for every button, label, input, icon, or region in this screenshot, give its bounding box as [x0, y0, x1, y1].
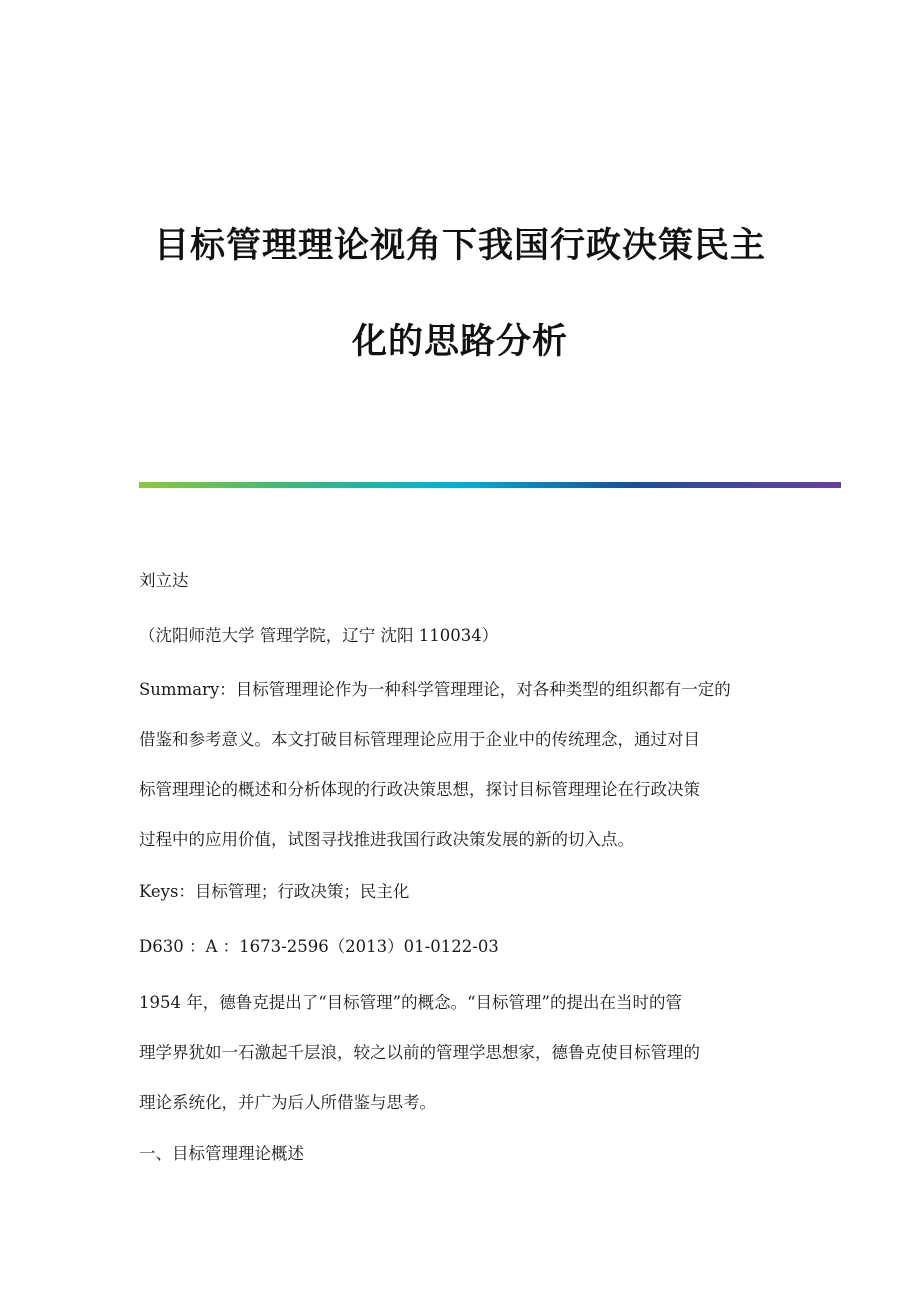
document-title-line-1: 目标管理理论视角下我国行政决策民主 [153, 226, 766, 266]
classification-code: D630 ：A ：1673-2596（2013）01-0122-03 [139, 937, 499, 956]
intro-line: 理论系统化，并广为后人所借鉴与思考。 [139, 1093, 436, 1112]
section-heading: 一、目标管理理论概述 [139, 1144, 304, 1163]
summary-line: 标管理理论的概述和分析体现的行政决策思想，探讨目标管理理论在行政决策 [139, 780, 700, 799]
summary-line: 借鉴和参考意义。本文打破目标管理理论应用于企业中的传统理念，通过对目 [139, 730, 700, 749]
document-title-line-2: 化的思路分析 [351, 322, 568, 362]
summary-paragraph [139, 665, 789, 865]
keywords: Keys：目标管理；行政决策；民主化 [139, 882, 410, 901]
summary-line: 过程中的应用价值，试图寻找推进我国行政决策发展的新的切入点。 [139, 830, 634, 849]
author-name: 刘立达 [139, 571, 189, 590]
title-divider [139, 482, 841, 488]
intro-line: 理学界犹如一石激起千层浪，较之以前的管理学思想家，德鲁克使目标管理的 [139, 1043, 700, 1062]
summary-line: Summary：目标管理理论作为一种科学管理理论，对各种类型的组织都有一定的 [139, 680, 731, 699]
intro-line: 1954 年，德鲁克提出了“目标管理”的概念。“目标管理”的提出在当时的管 [139, 993, 682, 1012]
author-affiliation: （沈阳师范大学 管理学院，辽宁 沈阳 110034） [139, 626, 499, 645]
intro-paragraph [139, 978, 789, 1128]
